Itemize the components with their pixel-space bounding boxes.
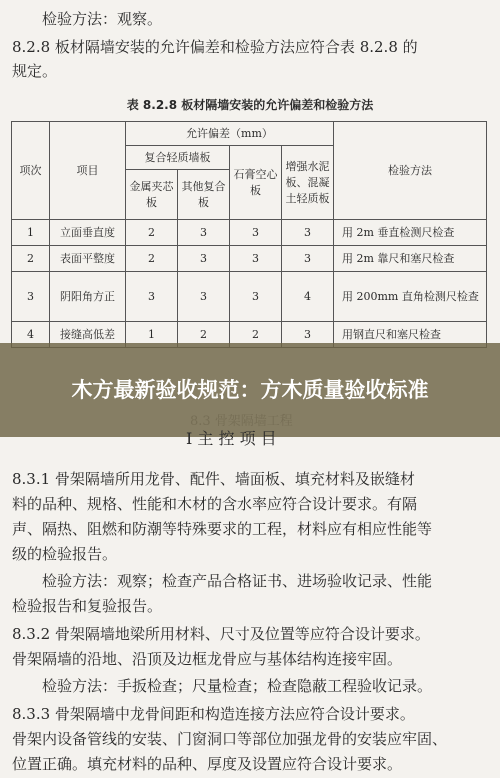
clause-text: 位置正确。填充材料的品种、厚度及设置应符合设计要求。	[12, 755, 403, 773]
deviation-table	[11, 121, 487, 348]
header-metal: 金属夹芯板	[126, 170, 178, 220]
inspection-method-line: 检验方法：观察。	[42, 10, 163, 28]
table-row: 3 阴阳角方正 3 3 3 4 用 200mm 直角检测尺检查	[12, 272, 487, 322]
header-composite: 复合轻质墙板	[126, 146, 230, 170]
table-title: 表 8.2.8 板材隔墙安装的允许偏差和检验方法	[126, 98, 374, 112]
clause-text: 骨架隔墙的沿地、沿顶及边框龙骨应与基体结构连接牢固。	[12, 650, 403, 668]
table-row: 2 表面平整度 2 3 3 3 用 2m 靠尺和塞尺检查	[12, 246, 487, 272]
inspection-method-line: 检验方法：手扳检查；尺量检查；检查隐蔽工程验收记录。	[42, 677, 433, 695]
clause-8-2-8: 8.2.8 板材隔墙安装的允许偏差和检验方法应符合表 8.2.8 的	[12, 38, 418, 56]
clause-text: 检验报告和复验报告。	[12, 597, 163, 615]
header-gypsum: 石膏空心板	[230, 146, 282, 220]
section-subheading: Ⅰ 主 控 项 目	[186, 429, 277, 448]
header-allowance: 允许偏差（mm）	[126, 122, 334, 146]
clause-8-3-1: 8.3.1 骨架隔墙所用龙骨、配件、墙面板、填充材料及嵌缝材	[12, 470, 415, 488]
title-banner	[0, 343, 500, 437]
clause-8-2-8-cont: 规定。	[12, 62, 58, 80]
clause-text: 级的检验报告。	[12, 545, 118, 563]
table-row: 1 立面垂直度 2 3 3 3 用 2m 垂直检测尺检查	[12, 220, 487, 246]
clause-8-3-3: 8.3.3 骨架隔墙中龙骨间距和构造连接方法应符合设计要求。	[12, 705, 415, 723]
clause-text: 骨架内设备管线的安装、门窗洞口等部位加强龙骨的安装应牢固、	[12, 730, 448, 748]
header-item: 项目	[50, 122, 126, 220]
banner-title: 木方最新验收规范：方木质量验收标准	[71, 378, 429, 402]
header-cement: 增强水泥板、混凝土轻质板	[282, 146, 334, 220]
header-method: 检验方法	[334, 122, 487, 220]
header-item-no: 项次	[12, 122, 50, 220]
clause-text: 声、隔热、阻燃和防潮等特殊要求的工程，材料应有相应性能等	[12, 520, 433, 538]
header-other: 其他复合板	[178, 170, 230, 220]
clause-text: 料的品种、规格、性能和木材的含水率应符合设计要求。有隔	[12, 495, 418, 513]
clause-8-3-2: 8.3.2 骨架隔墙地梁所用材料、尺寸及位置等应符合设计要求。	[12, 625, 430, 643]
inspection-method-line: 检验方法：观察；检查产品合格证书、进场验收记录、性能	[42, 572, 433, 590]
table-row: 4 接缝高低差 1 2 2 3 用钢直尺和塞尺检查	[12, 322, 487, 348]
